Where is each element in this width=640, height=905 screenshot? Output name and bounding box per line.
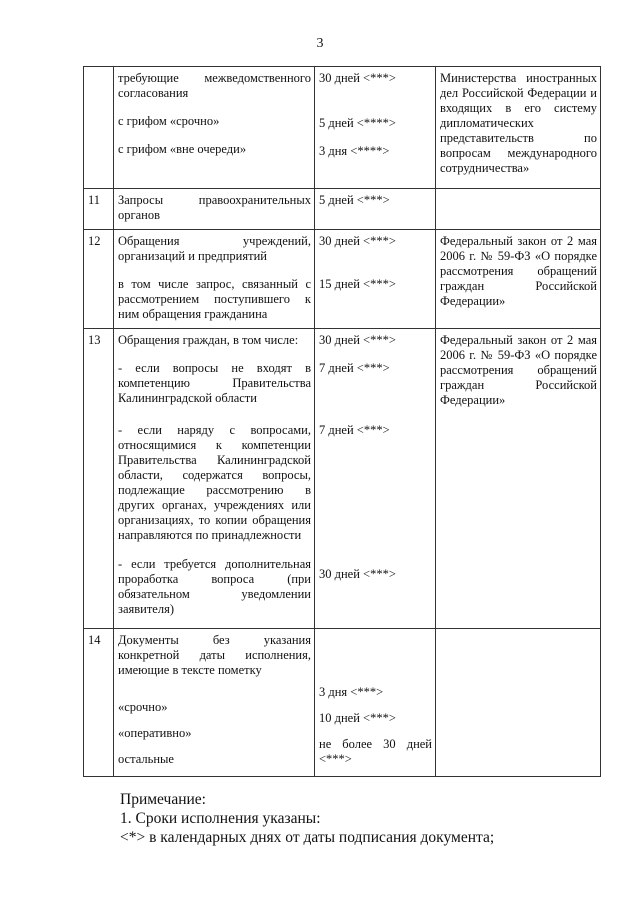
row-basis: Федеральный закон от 2 мая 2006 г. № 59-ФЗ «О порядке рассмотрения обращений граждан Российской Федерации» [436, 230, 601, 329]
table-row [84, 329, 601, 629]
table-row [84, 629, 601, 777]
row-terms: 30 дней <***> 7 дней <***> 7 дней <***> 30 дней <***> [315, 329, 436, 629]
table-row [84, 189, 601, 230]
table-row [84, 230, 601, 329]
footnote-line: <*> в календарных днях от даты подписания документа; [120, 829, 495, 846]
footnote-title: Примечание: [120, 791, 206, 808]
row-description: Запросы правоохранительных органов [114, 189, 315, 230]
row-number: 14 [84, 629, 114, 777]
row-basis [436, 189, 601, 230]
row-terms: 5 дней <***> [315, 189, 436, 230]
row-number: 12 [84, 230, 114, 329]
row-number: 11 [84, 189, 114, 230]
page-number: 3 [316, 36, 324, 51]
footnote-line: 1. Сроки исполнения указаны: [120, 810, 321, 827]
row-description: Документы без указания конкретной даты исполнения, имеющие в тексте пометку «срочно» «оперативно» остальные [114, 629, 315, 777]
row-basis: Министерства иностранных дел Российской Федерации и входящих в его систему дипломатических представительств по вопросам международного сотрудничества» [436, 67, 601, 189]
row-terms: 30 дней <***> 15 дней <***> [315, 230, 436, 329]
row-description: Обращения учреждений, организаций и предприятий в том числе запрос, связанный с рассмотрением поступившего к ним обращения гражданина [114, 230, 315, 329]
row-number [84, 67, 114, 189]
footnote-section [120, 790, 494, 847]
row-description: требующие межведомственного согласования с грифом «срочно» с грифом «вне очереди» [114, 67, 315, 189]
row-description: Обращения граждан, в том числе: - если вопросы не входят в компетенцию Правительства Калининградской области - если наряду с вопросами, относящимися к компетенции Правительства Калининградской области, содержатся вопросы, подлежащие рассмотрению в других органах, учреждениях или организациях, то копии обращения направляются по принадлежности - если требуется дополнительная проработка вопроса (при обязательном уведомлении заявителя) [114, 329, 315, 629]
row-basis [436, 629, 601, 777]
row-number: 13 [84, 329, 114, 629]
row-basis: Федеральный закон от 2 мая 2006 г. № 59-ФЗ «О порядке рассмотрения обращений граждан Российской Федерации» [436, 329, 601, 629]
table-row [84, 67, 601, 189]
deadlines-table [83, 66, 601, 777]
row-terms: 3 дня <***> 10 дней <***> не более 30 дней <***> [315, 629, 436, 777]
row-terms: 30 дней <***> 5 дней <****> 3 дня <****> [315, 67, 436, 189]
